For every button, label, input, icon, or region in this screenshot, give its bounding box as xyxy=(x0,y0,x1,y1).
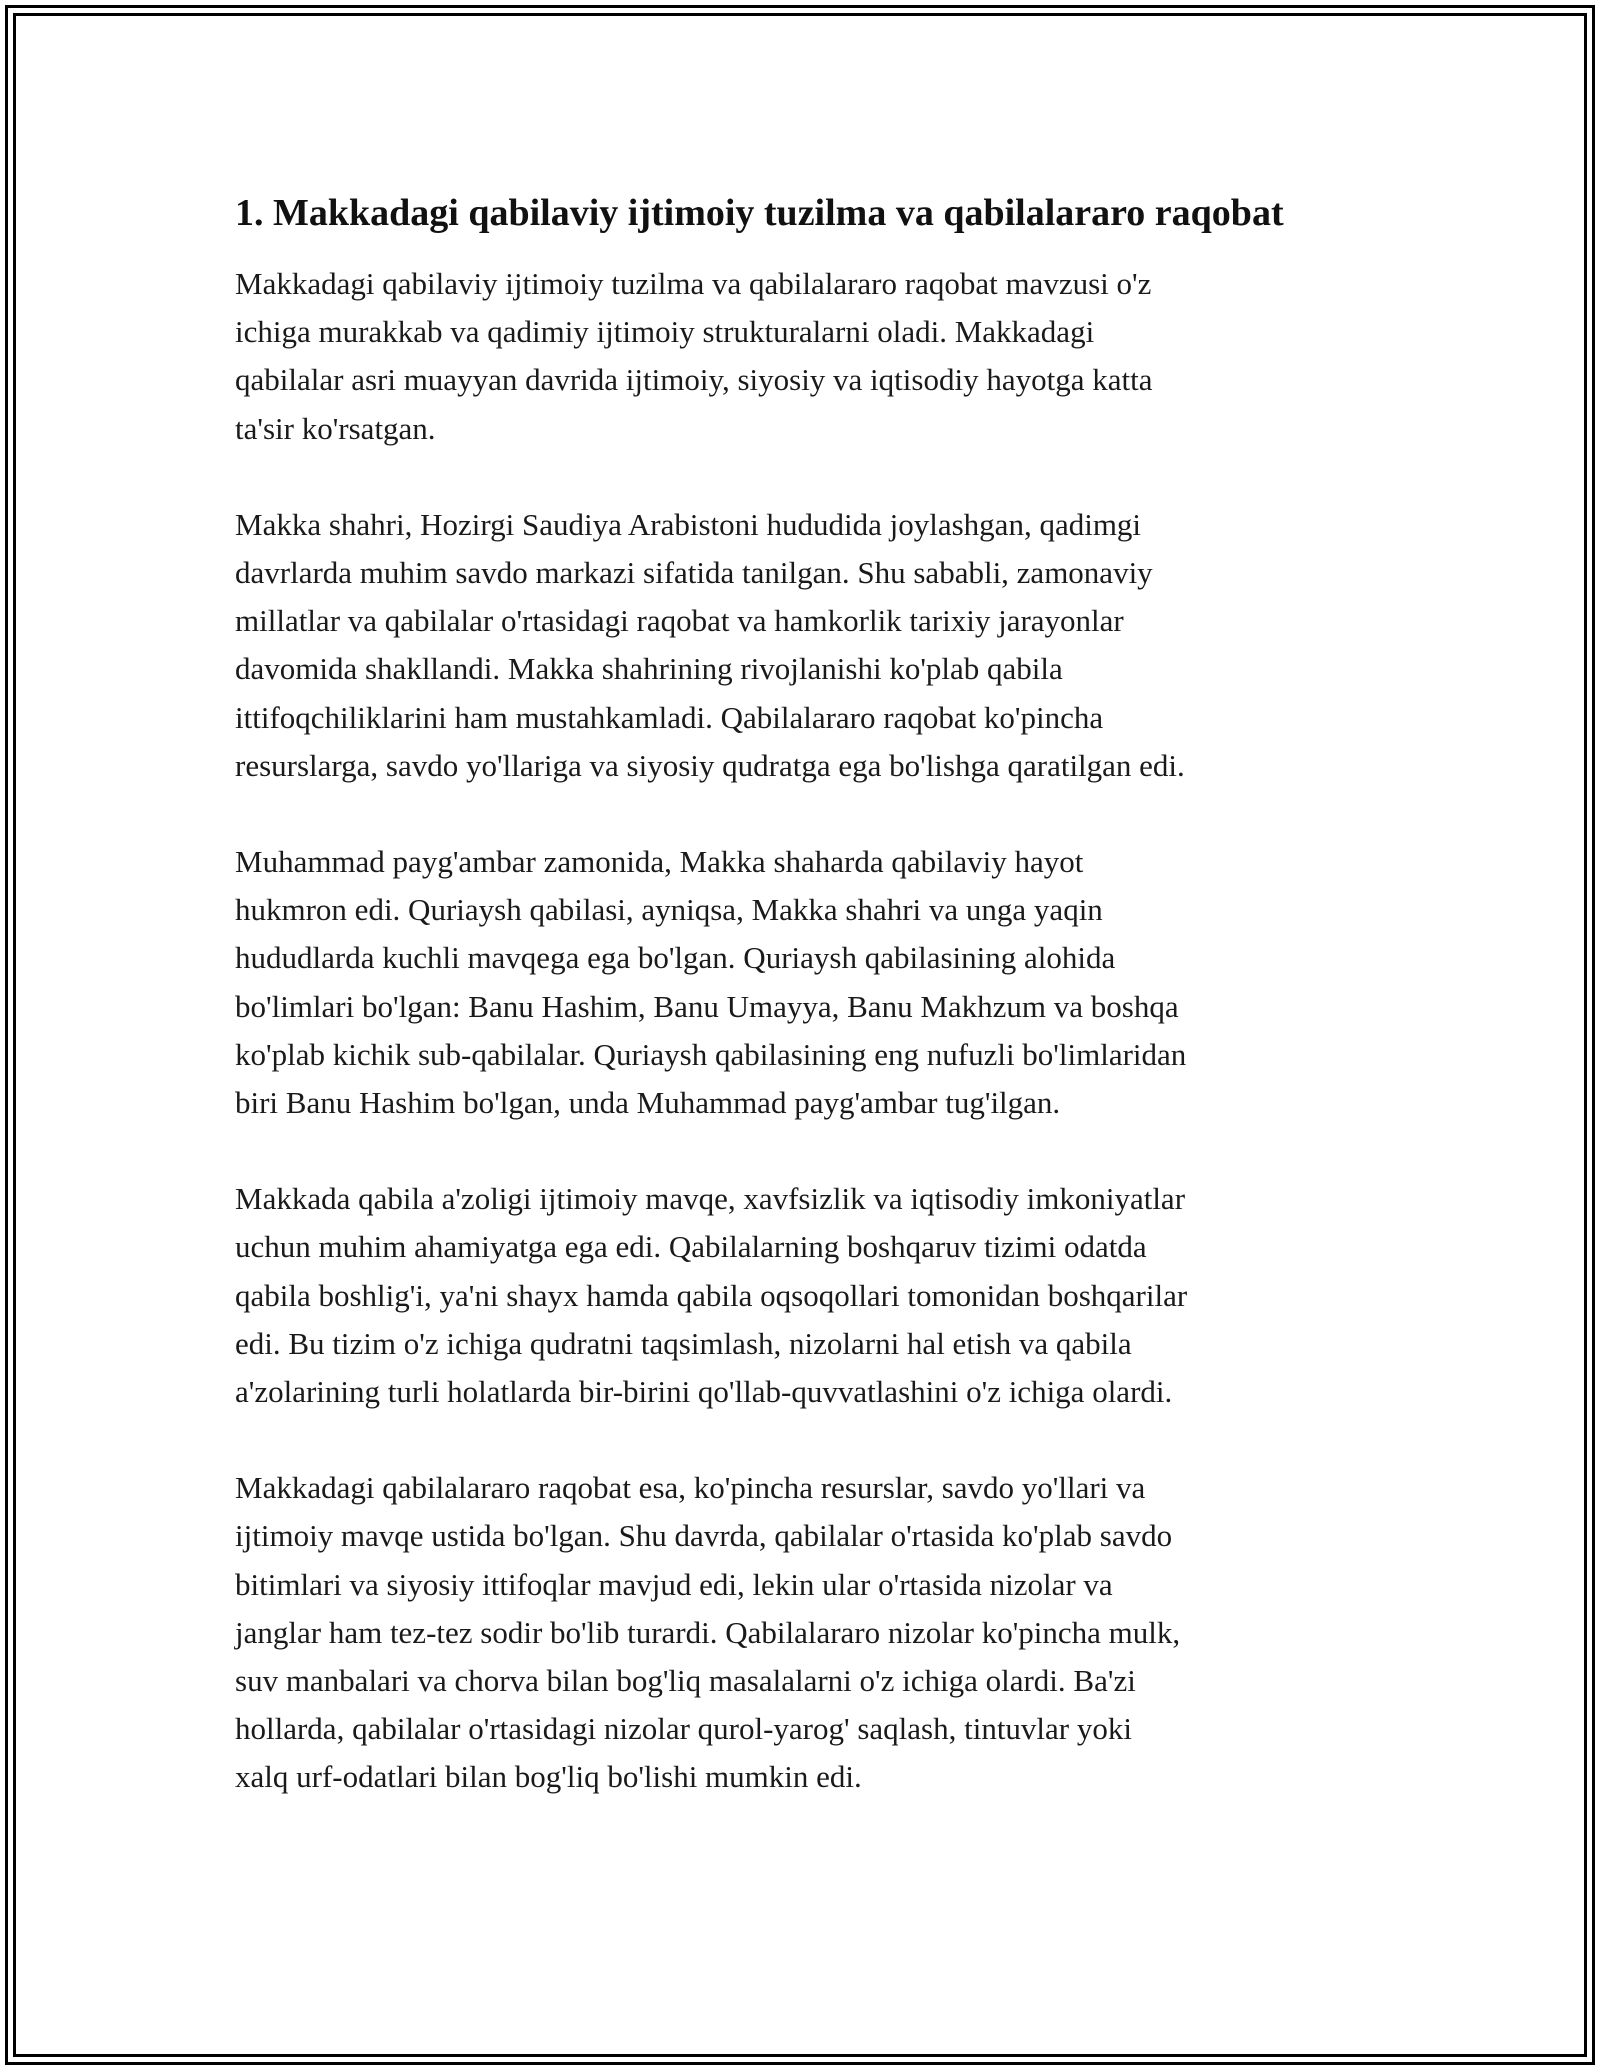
paragraph-list xyxy=(235,260,1385,1802)
paragraph-line: ijtimoiy mavqe ustida bo'lgan. Shu davrda, qabilalar o'rtasida ko'plab savdo xyxy=(235,1518,1173,1554)
paragraph-line: hukmron edi. Quriaysh qabilasi, ayniqsa, Makka shahri va unga yaqin xyxy=(235,892,1103,928)
paragraph xyxy=(235,1175,1385,1416)
paragraph xyxy=(235,1464,1385,1801)
paragraph xyxy=(235,838,1385,1127)
paragraph-line: davrlarda muhim savdo markazi sifatida tanilgan. Shu sababli, zamonaviy xyxy=(235,555,1153,591)
paragraph-line: ko'plab kichik sub-qabilalar. Quriaysh qabilasining eng nufuzli bo'limlaridan xyxy=(235,1036,1187,1072)
paragraph-line: qabila boshlig'i, ya'ni shayx hamda qabila oqsoqollari tomonidan boshqarilar xyxy=(235,1277,1188,1313)
paragraph-line: resurslarga, savdo yo'llariga va siyosiy qudratga ega bo'lishga qaratilgan edi. xyxy=(235,747,1185,783)
paragraph-line: hududlarda kuchli mavqega ega bo'lgan. Quriaysh qabilasining alohida xyxy=(235,940,1116,976)
paragraph xyxy=(235,501,1385,790)
paragraph-line: Makkadagi qabilaviy ijtimoiy tuzilma va qabilalararo raqobat mavzusi o'z xyxy=(235,266,1152,301)
paragraph-line: suv manbalari va chorva bilan bog'liq masalalarni o'z ichiga olardi. Ba'zi xyxy=(235,1663,1136,1699)
document-body xyxy=(235,186,1385,1850)
paragraph-line: janglar ham tez-tez sodir bo'lib turardi. Qabilalararo nizolar ko'pincha mulk, xyxy=(235,1614,1181,1650)
paragraph-line: uchun muhim ahamiyatga ega edi. Qabilalarning boshqaruv tizimi odatda xyxy=(235,1229,1147,1265)
paragraph-line: qabilalar asri muayyan davrida ijtimoiy, siyosiy va iqtisodiy hayotga katta xyxy=(235,362,1153,398)
paragraph-line: Makkada qabila a'zoligi ijtimoiy mavqe, xavfsizlik va iqtisodiy imkoniyatlar xyxy=(235,1181,1186,1217)
paragraph-line: ta'sir ko'rsatgan. xyxy=(235,410,436,446)
paragraph-line: a'zolarining turli holatlarda bir-birini qo'llab-quvvatlashini o'z ichiga olardi. xyxy=(235,1374,1173,1410)
document-heading: 1. Makkadagi qabilaviy ijtimoiy tuzilma va qabilalararo raqobat xyxy=(235,192,1284,234)
paragraph-line: millatlar va qabilalar o'rtasidagi raqobat va hamkorlik tarixiy jarayonlar xyxy=(235,603,1124,639)
paragraph-line: bitimlari va siyosiy ittifoqlar mavjud edi, lekin ular o'rtasida nizolar va xyxy=(235,1566,1113,1602)
paragraph-line: davomida shakllandi. Makka shahrining rivojlanishi ko'plab qabila xyxy=(235,651,1063,687)
paragraph-line: ittifoqchiliklarini ham mustahkamladi. Qabilalararo raqobat ko'pincha xyxy=(235,699,1104,735)
paragraph-line: biri Banu Hashim bo'lgan, unda Muhammad payg'ambar tug'ilgan. xyxy=(235,1085,1061,1121)
paragraph-line: Makkadagi qabilalararo raqobat esa, ko'pincha resurslar, savdo yo'llari va xyxy=(235,1470,1146,1506)
paragraph-line: Muhammad payg'ambar zamonida, Makka shaharda qabilaviy hayot xyxy=(235,844,1084,880)
paragraph-line: edi. Bu tizim o'z ichiga qudratni taqsimlash, nizolarni hal etish va qabila xyxy=(235,1325,1132,1361)
paragraph xyxy=(235,260,1385,453)
paragraph-line: ichiga murakkab va qadimiy ijtimoiy strukturalarni oladi. Makkadagi xyxy=(235,314,1095,350)
paragraph-line: hollarda, qabilalar o'rtasidagi nizolar qurol-yarog' saqlash, tintuvlar yoki xyxy=(235,1711,1132,1747)
paragraph-line: bo'limlari bo'lgan: Banu Hashim, Banu Umayya, Banu Makhzum va boshqa xyxy=(235,988,1179,1024)
paragraph-line: xalq urf-odatlari bilan bog'liq bo'lishi mumkin edi. xyxy=(235,1759,862,1795)
paragraph-line: Makka shahri, Hozirgi Saudiya Arabistoni hududida joylashgan, qadimgi xyxy=(235,506,1142,542)
